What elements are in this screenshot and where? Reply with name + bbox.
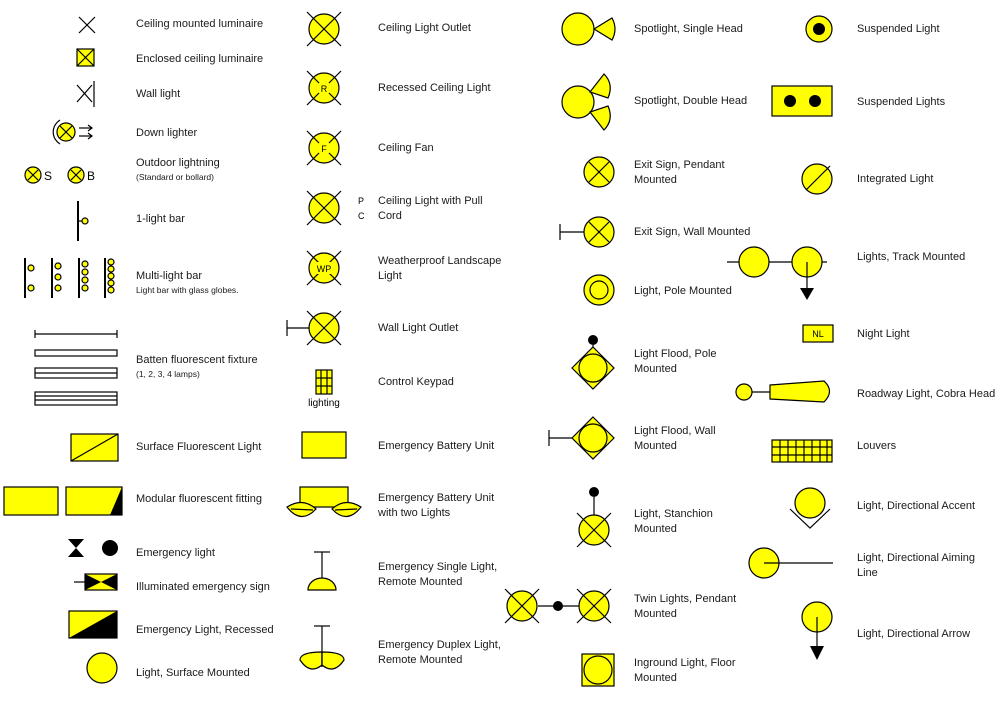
louvers-icon [772,440,832,462]
b-letter: B [87,169,96,183]
ceiling-fan-icon [307,131,341,165]
label-ceiling-fan: Ceiling Fan [378,142,434,154]
surface-fluorescent-icon [71,434,118,461]
label-dir-accent: Light, Directional Accent [857,500,976,512]
emergency-light-icon [68,539,118,557]
roadway-icon [736,381,830,402]
flood-wall-icon [549,417,614,459]
stanchion-icon [577,487,611,547]
pull-p-letter: P [358,196,365,206]
label-ceiling-outlet: Ceiling Light Outlet [378,22,471,34]
label-recessed-ceiling: Recessed Ceiling Light [378,82,491,94]
enclosed-ceiling-luminaire-icon [77,49,94,66]
label-flood-wall: Light Flood, Wall Mounted [634,425,716,452]
ceiling-mounted-luminaire-icon [79,17,95,33]
inground-icon [582,654,614,686]
label-single-remote: Emergency Single Light, Remote Mounted [378,561,498,588]
track-mounted-icon [727,247,827,300]
label-wall-light: Wall light [136,88,181,100]
label-exit-pendant: Exit Sign, Pendant Mounted [634,159,725,186]
s-letter: S [44,169,53,183]
outdoor-lightning-icon [25,167,95,183]
label-outdoor-lightning-sub: (Standard or bollard) [136,172,214,182]
label-spot-single: Spotlight, Single Head [634,23,743,35]
label-spot-double: Spotlight, Double Head [634,95,748,107]
label-batten-fluorescent [136,353,258,381]
label-pole-mounted: Light, Pole Mounted [634,285,732,297]
one-light-bar-icon [78,201,88,241]
label-battery-unit: Emergency Battery Unit [378,440,495,452]
label-emergency-recessed: Emergency Light, Recessed [136,624,274,636]
label-one-light-bar: 1-light bar [136,213,185,225]
directional-accent-icon [790,488,830,528]
label-outdoor-lightning-text: Outdoor lightning [136,157,220,169]
label-exit-wall: Exit Sign, Wall Mounted [634,226,751,238]
light-surface-icon [87,653,117,683]
label-surface-fluorescent: Surface Fluorescent Light [136,441,262,453]
label-track: Lights, Track Mounted [857,251,966,263]
multi-light-bar-icon [25,258,114,298]
ceiling-pull-cord-icon [307,191,365,225]
wp-letters: WP [316,264,332,274]
battery-two-lights-icon [287,487,361,517]
label-dir-aiming: Light, Directional Aiming Line [857,552,976,579]
suspended-light-icon [806,16,832,42]
label-integrated: Integrated Light [857,173,934,185]
label-multi-light-bar-sub: Light bar with glass globes. [136,285,239,295]
label-down-lighter: Down lighter [136,127,198,139]
label-modular-fluorescent: Modular fluorescent fitting [136,493,262,505]
r-letter: R [320,84,328,94]
label-wall-outlet: Wall Light Outlet [378,322,459,334]
label-night: Night Light [857,328,910,340]
label-louvers: Louvers [857,440,897,452]
wall-outlet-icon [287,311,341,345]
batten-fluorescent-icon [35,330,117,405]
label-multi-light-bar-text: Multi-light bar [136,270,203,282]
label-ceiling-mounted-luminaire: Ceiling mounted luminaire [136,18,264,30]
label-dir-arrow: Light, Directional Arrow [857,628,971,640]
night-light-icon [803,325,833,342]
flood-pole-icon [572,335,614,389]
weatherproof-icon [307,251,341,285]
pole-mounted-icon [584,275,614,305]
label-control-keypad: Control Keypad [378,376,454,388]
exit-pendant-icon [584,157,614,187]
label-outdoor-lightning [136,156,220,184]
recessed-ceiling-icon [307,71,341,105]
directional-arrow-icon [802,602,832,660]
single-remote-icon [308,552,336,590]
illuminated-sign-icon [74,574,117,590]
label-suspended-lights: Suspended Lights [857,96,946,108]
nl-letters: NL [812,329,824,339]
integrated-light-icon [802,164,832,194]
label-stanchion: Light, Stanchion Mounted [634,508,713,535]
ceiling-outlet-icon [307,12,341,46]
battery-unit-icon [302,432,346,458]
exit-wall-icon [560,217,614,247]
label-weatherproof: Weatherproof Landscape Light [378,255,502,282]
spotlight-single-icon [562,13,615,45]
label-ceiling-pull-cord: Ceiling Light with Pull Cord [378,195,483,222]
label-inground: Inground Light, Floor Mounted [634,657,736,684]
label-twin-pendant: Twin Lights, Pendant Mounted [634,593,737,620]
suspended-lights-icon [772,86,832,116]
duplex-remote-icon [300,626,344,669]
label-batten-fluorescent-text: Batten fluorescent fixture [136,354,258,366]
label-flood-pole: Light Flood, Pole Mounted [634,348,717,375]
label-duplex-remote: Emergency Duplex Light, Remote Mounted [378,639,501,666]
label-roadway: Roadway Light, Cobra Head [857,388,996,400]
emergency-recessed-icon [69,611,117,638]
label-illuminated-sign: Illuminated emergency sign [136,581,270,593]
directional-aiming-icon [749,548,833,578]
label-battery-two: Emergency Battery Unit with two Lights [378,492,495,519]
label-emergency-light: Emergency light [136,547,215,559]
label-multi-light-bar [136,269,239,297]
control-keypad-icon [308,370,340,409]
f-letter: F [321,144,327,154]
spotlight-double-icon [562,74,610,130]
wall-light-icon [77,81,94,107]
down-lighter-icon [53,120,92,144]
label-enclosed-ceiling-luminaire: Enclosed ceiling luminaire [136,53,264,65]
twin-pendant-icon [505,589,611,623]
label-batten-fluorescent-sub: (1, 2, 3, 4 lamps) [136,369,200,379]
modular-fluorescent-icon [4,487,122,515]
label-suspended: Suspended Light [857,23,940,35]
keypad-word: lighting [308,398,340,409]
pull-c-letter: C [358,211,365,221]
label-light-surface: Light, Surface Mounted [136,667,250,679]
